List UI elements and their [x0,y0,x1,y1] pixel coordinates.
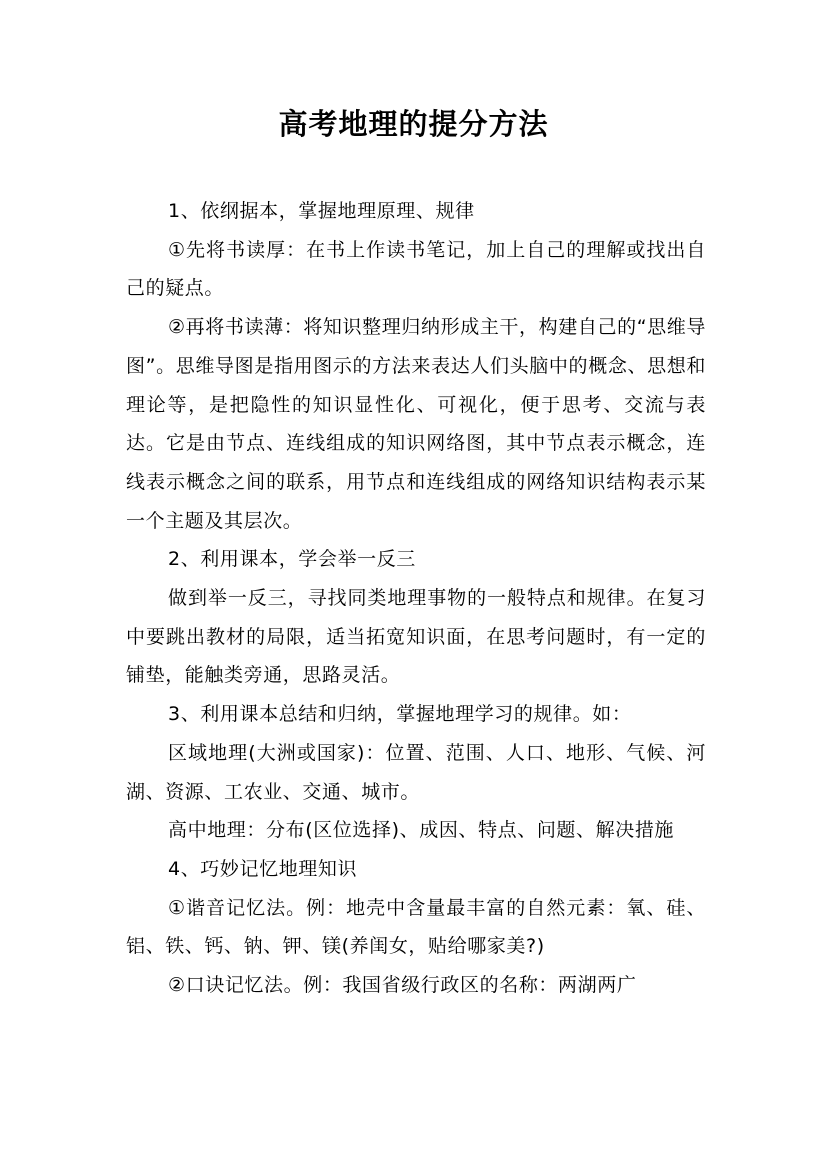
paragraph: ②口诀记忆法。例：我国省级行政区的名称：两湖两广 [168,974,637,997]
paragraph-heading-1: 1、依纲据本，掌握地理原理、规律 [168,200,475,222]
paragraph-heading-4: 4、巧妙记忆地理知识 [168,857,358,880]
document-body [126,192,706,1005]
document-title: 高考地理的提分方法 [278,107,549,141]
paragraph: 高中地理：分布(区位选择)、成因、特点、问题、解决措施 [168,819,675,842]
paragraph: ②再将书读薄：将知识整理归纳形成主干，构建自己的“思维导图”。思维导图是指用图示的方法来表达人们头脑中的概念、思想和理论等，是把隐性的知识显性化、可视化，便于思考、交流与表达。它是由节点、连线组成的知识网络图，其中节点表示概念，连线表示概念之间的联系，用节点和连线组成的网络知识结构表示某一个主题及其层次。 [126,316,706,532]
paragraph-heading-2: 2、利用课本，学会举一反三 [168,548,416,571]
paragraph: ①先将书读厚：在书上作读书笔记，加上自己的理解或找出自己的疑点。 [126,238,706,300]
paragraph-heading-3: 3、利用课本总结和归纳，掌握地理学习的规律。如： [168,703,632,726]
paragraph: 区域地理(大洲或国家)：位置、范围、人口、地形、气候、河湖、资源、工农业、交通、城市。 [126,741,706,803]
paragraph: ①谐音记忆法。例：地壳中含量最丰富的自然元素：氧、硅、铝、铁、钙、钠、钾、镁(养闺女，贴给哪家美?) [126,896,706,958]
paragraph: 做到举一反三，寻找同类地理事物的一般特点和规律。在复习中要跳出教材的局限，适当拓宽知识面，在思考问题时，有一定的铺垫，能触类旁通，思路灵活。 [126,587,706,687]
